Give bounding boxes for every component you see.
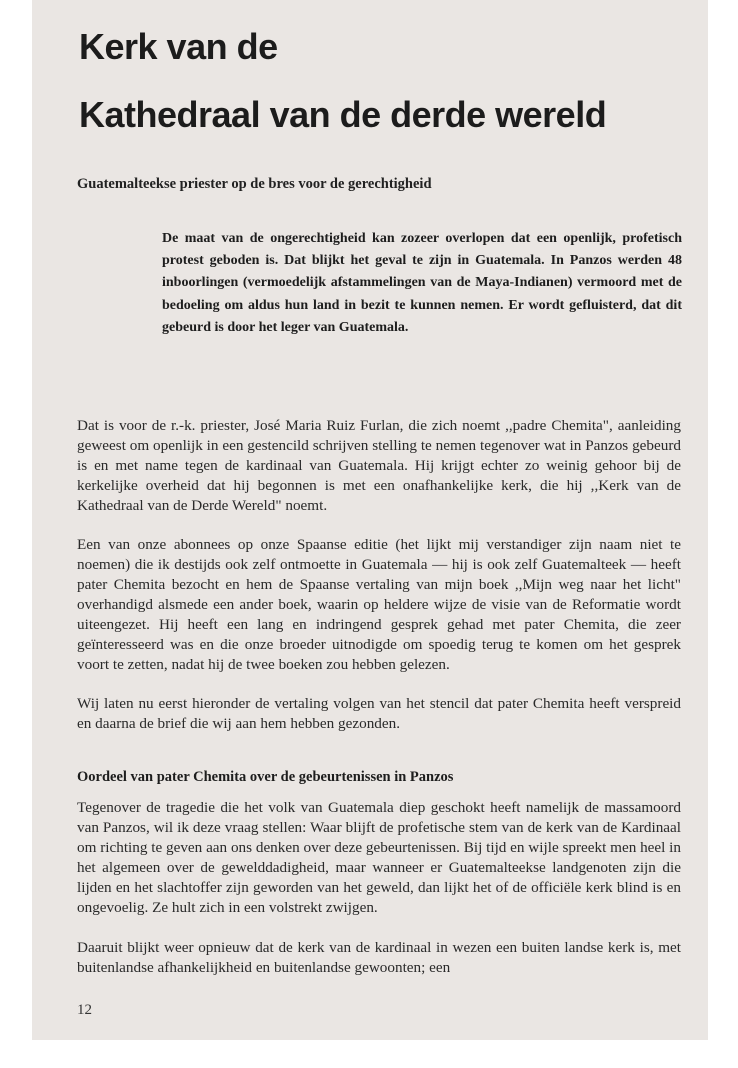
section-paragraph-1: Tegenover de tragedie die het volk van Guatemala diep geschokt heeft namelijk de massamoord van Panzos, wil ik deze vraag stellen: Waar blijft de profetische stem van de kerk van de Kardinaal om richting te geven aan ons denken over deze gebeurtenissen. Bij tijd en wijle spreekt men heel in het algemeen over de gewelddadigheid, maar wanneer er Guatemalteekse landgenoten zijn die lijden en het slachtoffer zijn geworden van het geweld, dan lijkt het of de officiële kerk blind is en ongevoelig. Ze hult zich in een volstrekt zwijgen. bbox=[77, 799, 681, 916]
body-paragraph-3: Wij laten nu eerst hieronder de vertaling volgen van het stencil dat pater Chemita heeft verspreid en daarna de brief die wij aan hem hebben gezonden. bbox=[77, 695, 681, 732]
body-paragraph-1: Dat is voor de r.-k. priester, José Maria Ruiz Furlan, die zich noemt ,,padre Chemita", aanleiding geweest om openlijk in een gestencild schrijven stelling te nemen tegenover wat in Panzos gebeurd is en met name tegen de kardinaal van Guatemala. Hij krijgt echter zo weinig gehoor bij de kerkelijke overheid dat hij begonnen is met een onafhankelijke kerk, die hij ,,Kerk van de Kathedraal van de Derde Wereld" noemt. bbox=[77, 417, 681, 514]
body-paragraph-2: Een van onze abonnees op onze Spaanse editie (het lijkt mij verstandiger zijn naam niet te noemen) die ik destijds ook zelf ontmoette in Guatemala — hij is ook zelf Guatemalteek — heeft pater Chemita bezocht en hem de Spaanse vertaling van mijn boek ,,Mijn weg naar het licht" overhandigd alsmede een ander boek, waarin op heldere wijze de visie van de Reformatie wordt uiteengezet. Hij heeft een lang en indringend gesprek gehad met pater Chemita, die zeer geïnteresseerd was en die onze broeder uitnodigde om spoedig terug te komen om het gesprek voort te zetten, nadat hij de twee boeken zou hebben gelezen. bbox=[77, 536, 681, 673]
page-title-line-1: Kerk van de bbox=[79, 26, 278, 67]
page-number: 12 bbox=[77, 1002, 92, 1018]
section-heading: Oordeel van pater Chemita over de gebeurtenissen in Panzos bbox=[77, 769, 454, 785]
lead-paragraph: De maat van de ongerechtigheid kan zozeer overlopen dat een openlijk, profetisch protest geboden is. Dat blijkt het geval te zijn in Guatemala. In Panzos werden 48 inboorlingen (vermoedelijk afstammelingen van de Maya-Indianen) vermoord met de bedoeling om aldus hun land in bezit te kunnen nemen. Er wordt gefluisterd, dat dit gebeurd is door het leger van Guatemala. bbox=[162, 231, 682, 335]
subtitle: Guatemalteekse priester op de bres voor de gerechtigheid bbox=[77, 176, 432, 192]
page-title-line-2: Kathedraal van de derde wereld bbox=[79, 94, 607, 135]
section-paragraph-2: Daaruit blijkt weer opnieuw dat de kerk van de kardinaal in wezen een buiten landse kerk is, met buitenlandse afhankelijkheid en buitenlandse gewoonten; een bbox=[77, 939, 681, 976]
document-page bbox=[32, 0, 708, 1040]
